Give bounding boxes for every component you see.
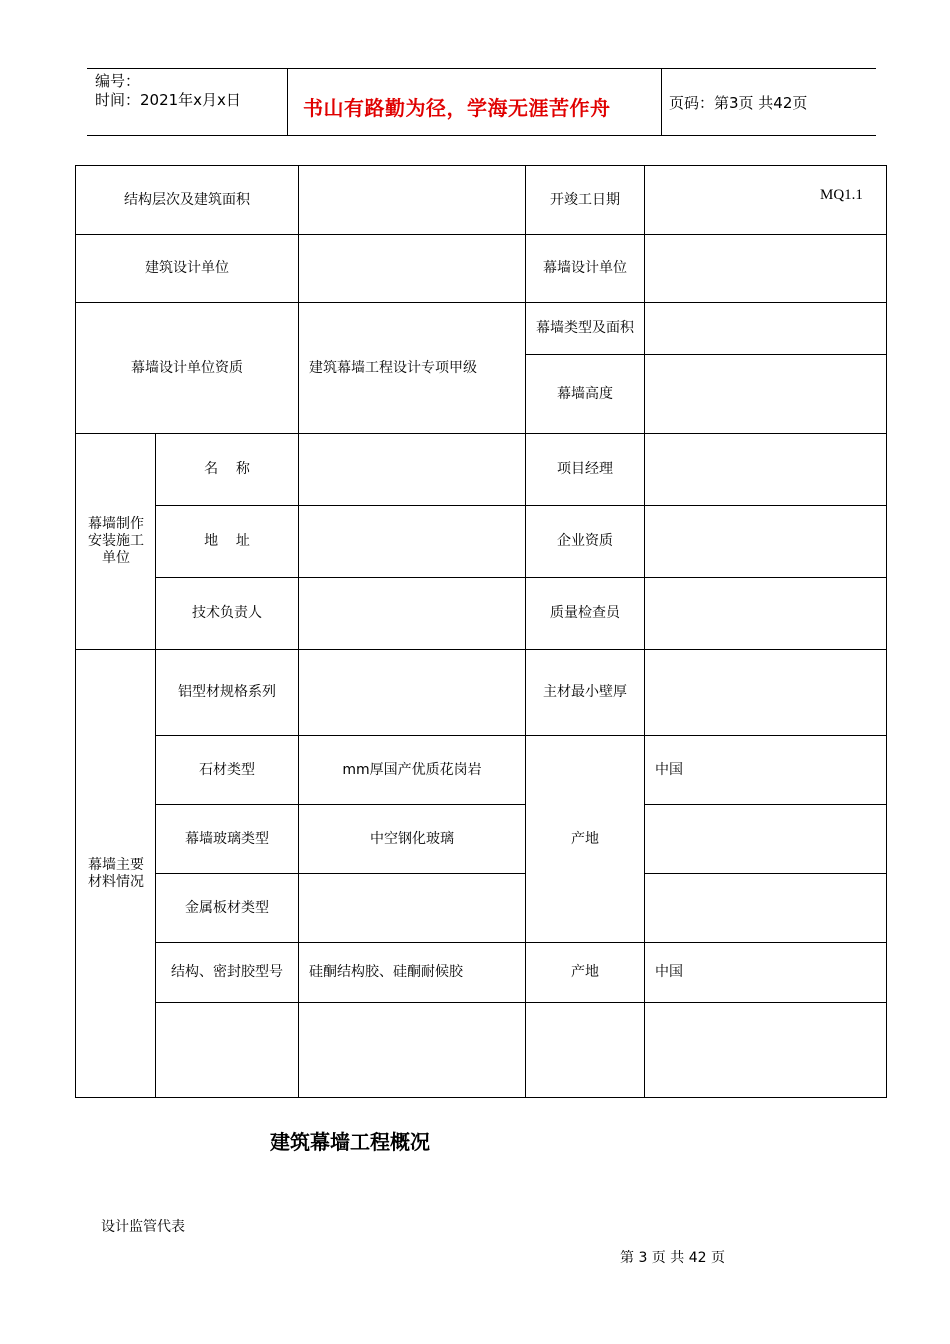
label-technical-lead: 技术负责人 <box>192 605 262 621</box>
value-structure-area <box>299 166 525 234</box>
document-title: 建筑幕墙工程概况 <box>270 1130 430 1154</box>
header-page-indicator: 页码：第3页 共42页 <box>669 94 808 112</box>
value-glass-type: 中空钢化玻璃 <box>370 830 454 847</box>
value-stone-type: mm厚国产优质花岗岩 <box>342 761 482 778</box>
label-installer-name: 名 称 <box>204 461 250 477</box>
label-glass-type: 幕墙玻璃类型 <box>185 830 269 847</box>
header-bottom-rule <box>87 135 876 136</box>
label-sealant-origin: 产地 <box>571 964 599 980</box>
value-designer-qualification: 建筑幕墙工程设计专项甲级 <box>309 359 477 376</box>
value-aluminum-series <box>299 650 525 735</box>
value-min-wall-thickness <box>645 650 886 735</box>
group-label-installer: 幕墙制作安装施工单位 <box>88 516 144 566</box>
label-sealant-model: 结构、密封胶型号 <box>171 964 283 980</box>
value-architectural-designer <box>299 235 525 302</box>
document-date: 时间：2021年x月x日 <box>95 91 241 109</box>
label-architectural-designer: 建筑设计单位 <box>145 260 229 276</box>
value-stone-origin: 中国 <box>655 761 683 778</box>
table-rule <box>75 1097 887 1098</box>
label-structure-area: 结构层次及建筑面积 <box>124 191 250 208</box>
label-wall-type-area: 幕墙类型及面积 <box>536 320 634 336</box>
label-designer-qualification: 幕墙设计单位资质 <box>131 359 243 376</box>
group-label-materials: 幕墙主要材料情况 <box>88 856 144 890</box>
label-metal-panel-type: 金属板材类型 <box>185 899 269 916</box>
signature-label: 设计监管代表 <box>101 1219 185 1235</box>
label-min-wall-thickness: 主材最小壁厚 <box>543 684 627 700</box>
value-glass-origin <box>645 805 886 873</box>
table-rule <box>155 1002 887 1003</box>
header-top-rule <box>87 68 876 69</box>
label-aluminum-series: 铝型材规格系列 <box>178 684 276 700</box>
label-curtain-wall-designer: 幕墙设计单位 <box>543 260 627 276</box>
value-project-manager <box>645 434 886 505</box>
label-project-manager: 项目经理 <box>557 461 613 477</box>
document-number-label: 编号： <box>95 72 141 90</box>
label-construction-dates: 开竣工日期 <box>550 191 620 208</box>
footer-page-number: 第 3 页 共 42 页 <box>620 1250 725 1266</box>
value-metal-panel-type <box>299 874 525 942</box>
header-divider-right <box>661 68 662 136</box>
value-metal-origin <box>645 874 886 942</box>
label-quality-inspector: 质量检查员 <box>550 605 620 621</box>
value-sealant-model: 硅酮结构胶、硅酮耐候胶 <box>309 964 463 980</box>
label-wall-height: 幕墙高度 <box>557 385 613 402</box>
value-enterprise-qualification <box>645 506 886 577</box>
label-origin: 产地 <box>571 830 599 847</box>
value-installer-name <box>299 434 525 505</box>
value-sealant-origin: 中国 <box>655 964 683 980</box>
form-code: MQ1.1 <box>820 187 863 203</box>
table-rule <box>886 165 887 1098</box>
value-installer-address <box>299 506 525 577</box>
label-enterprise-qualification: 企业资质 <box>557 533 613 549</box>
value-technical-lead <box>299 578 525 649</box>
label-stone-type: 石材类型 <box>199 761 255 778</box>
value-quality-inspector <box>645 578 886 649</box>
header-divider-left <box>287 68 288 136</box>
header-motto: 书山有路勤为径，学海无涯苦作舟 <box>303 96 611 120</box>
label-installer-address: 地 址 <box>204 533 250 549</box>
